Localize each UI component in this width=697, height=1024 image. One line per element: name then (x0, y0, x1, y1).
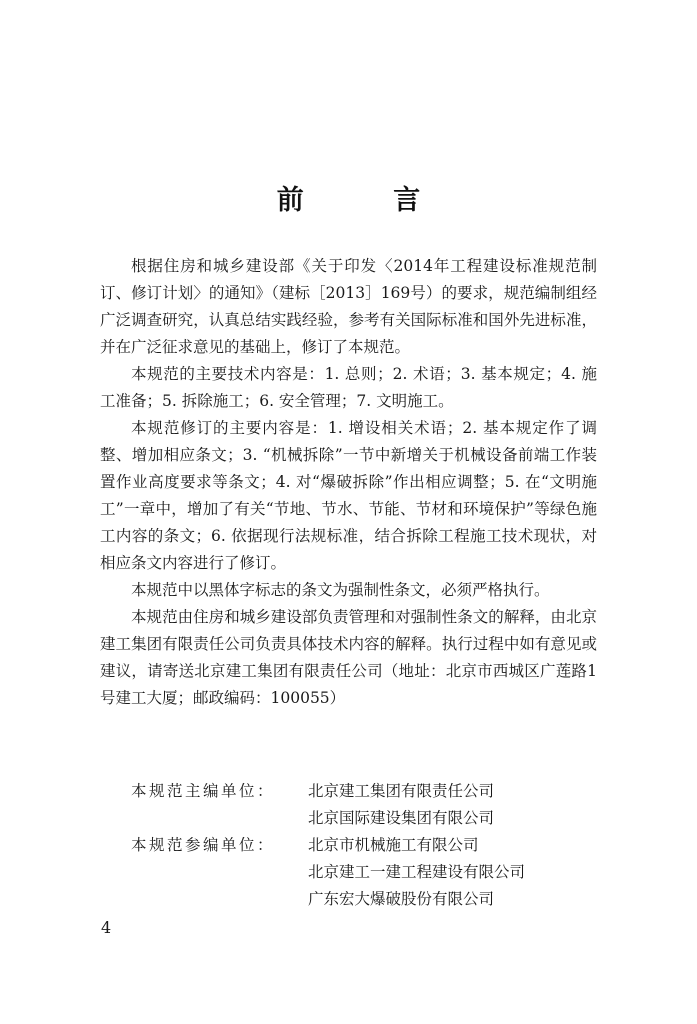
chief-unit-row (100, 778, 597, 805)
preface-body (100, 253, 597, 712)
participating-unit-name: 北京建工一建工程建设有限公司 (308, 863, 526, 881)
page-title: 前 言 (276, 185, 461, 216)
participating-unit-row (100, 886, 597, 913)
paragraph-mandatory-clauses: 本规范中以黑体字标志的条文为强制性条文，必须严格执行。 (131, 581, 550, 599)
chief-unit-name: 北京国际建设集团有限公司 (308, 809, 495, 827)
participating-unit-name: 广东宏大爆破股份有限公司 (308, 890, 495, 908)
paragraph-background: 根据住房和城乡建设部《关于印发〈2014年工程建设标准规范制订、修订计划〉的通知》（建标［2013］169号）的要求，规范编制组经广泛调查研究，认真总结实践经验，参考有关国际标准和国外先进标准，并在广泛征求意见的基础上，修订了本规范。 (100, 257, 597, 356)
drafting-units (100, 778, 597, 913)
participating-unit-row (100, 859, 597, 886)
chief-unit-label: 本规范主编单位： (131, 782, 276, 800)
participating-unit-label: 本规范参编单位： (131, 836, 276, 854)
paragraph-revisions: 本规范修订的主要内容是：1. 增设相关术语；2. 基本规定作了调整、增加相应条文；3. “机械拆除”一节中新增关于机械设备前端工作装置作业高度要求等条文；4. 对“爆破拆除”作出相应调整；5. 在“文明施工”一章中，增加了有关“节地、节水、节能、节材和环境保护”等绿色施工内容的条文；6. 依据现行法规标准，结合拆除工程施工技术现状，对相应条文内容进行了修订。 (100, 419, 597, 572)
chief-unit-row (100, 805, 597, 832)
participating-unit-row (100, 832, 597, 859)
paragraph-management: 本规范由住房和城乡建设部负责管理和对强制性条文的解释，由北京建工集团有限责任公司负责具体技术内容的解释。执行过程中如有意见或建议，请寄送北京建工集团有限责任公司（地址：北京市西城区广莲路1号建工大厦；邮政编码：100055） (100, 608, 597, 707)
chief-unit-name: 北京建工集团有限责任公司 (308, 782, 495, 800)
page-number: 4 (101, 918, 112, 937)
participating-unit-name: 北京市机械施工有限公司 (308, 836, 479, 854)
paragraph-main-content: 本规范的主要技术内容是：1. 总则；2. 术语；3. 基本规定；4. 施工准备；5. 拆除施工；6. 安全管理；7. 文明施工。 (100, 365, 597, 410)
